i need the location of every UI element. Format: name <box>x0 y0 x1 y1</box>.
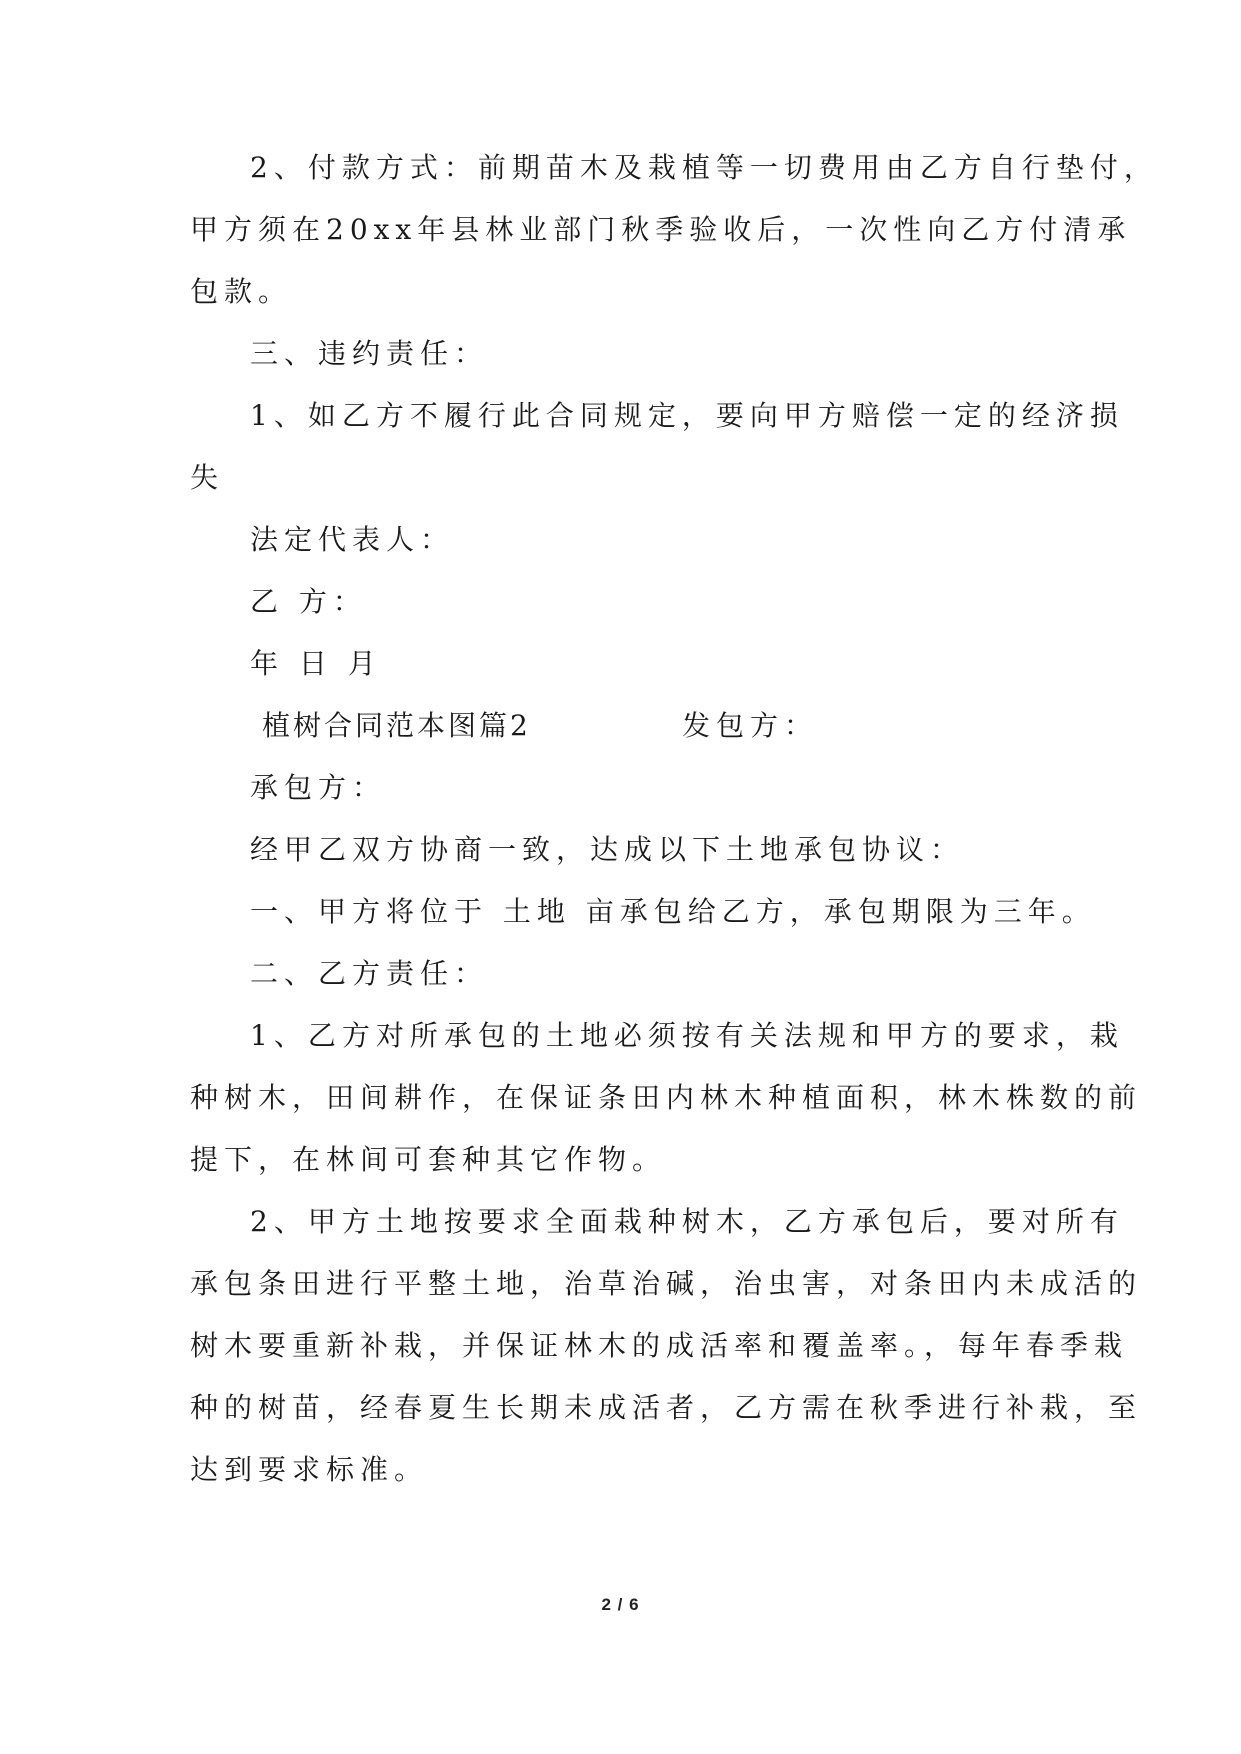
section-heading: 三、违约责任： <box>250 337 489 370</box>
paragraph-line: 承包条田进行平整土地，治草治碱，治虫害，对条田内未成活的 <box>190 1267 1143 1300</box>
paragraph-line: 种的树苗，经春夏生长期未成活者，乙方需在秋季进行补栽，至 <box>190 1391 1143 1424</box>
paragraph-line: 经甲乙双方协商一致，达成以下土地承包协议： <box>250 833 965 866</box>
paragraph-line: 种树木，田间耕作，在保证条田内林木种植面积，林木株数的前 <box>190 1081 1143 1114</box>
paragraph-line: 甲方须在20xx年县林业部门秋季验收后，一次性向乙方付清承 <box>190 213 1132 246</box>
paragraph-line: 2、甲方土地按要求全面栽种树木，乙方承包后，要对所有 <box>250 1205 1124 1238</box>
paragraph-line: 1、如乙方不履行此合同规定，要向甲方赔偿一定的经济损 <box>250 399 1124 432</box>
paragraph-line: 包款。 <box>190 275 293 308</box>
paragraph-line: 提下，在林间可套种其它作物。 <box>190 1143 667 1176</box>
signature-label: 法定代表人： <box>250 523 455 556</box>
signature-label: 乙 方： <box>250 585 367 618</box>
page-number: 2 / 6 <box>601 1595 640 1614</box>
paragraph-line: 树木要重新补栽，并保证林木的成活率和覆盖率。，每年春季栽 <box>190 1329 1129 1362</box>
paragraph-line: 达到要求标准。 <box>190 1453 429 1486</box>
party-label: 承包方： <box>250 771 387 804</box>
paragraph-line: 一、甲方将位于 土地 亩承包给乙方，承包期限为三年。 <box>250 895 1096 928</box>
date-label: 年 日 月 <box>250 647 382 680</box>
section-heading: 二、乙方责任： <box>250 957 489 990</box>
party-label: 发包方： <box>682 709 819 742</box>
paragraph-line: 1、乙方对所承包的土地必须按有关法规和甲方的要求，栽 <box>250 1019 1124 1052</box>
paragraph-line: 2、付款方式：前期苗木及栽植等一切费用由乙方自行垫付， <box>250 151 1158 184</box>
section-title: 植树合同范本图篇2 <box>262 709 531 742</box>
paragraph-line: 失 <box>190 461 225 494</box>
